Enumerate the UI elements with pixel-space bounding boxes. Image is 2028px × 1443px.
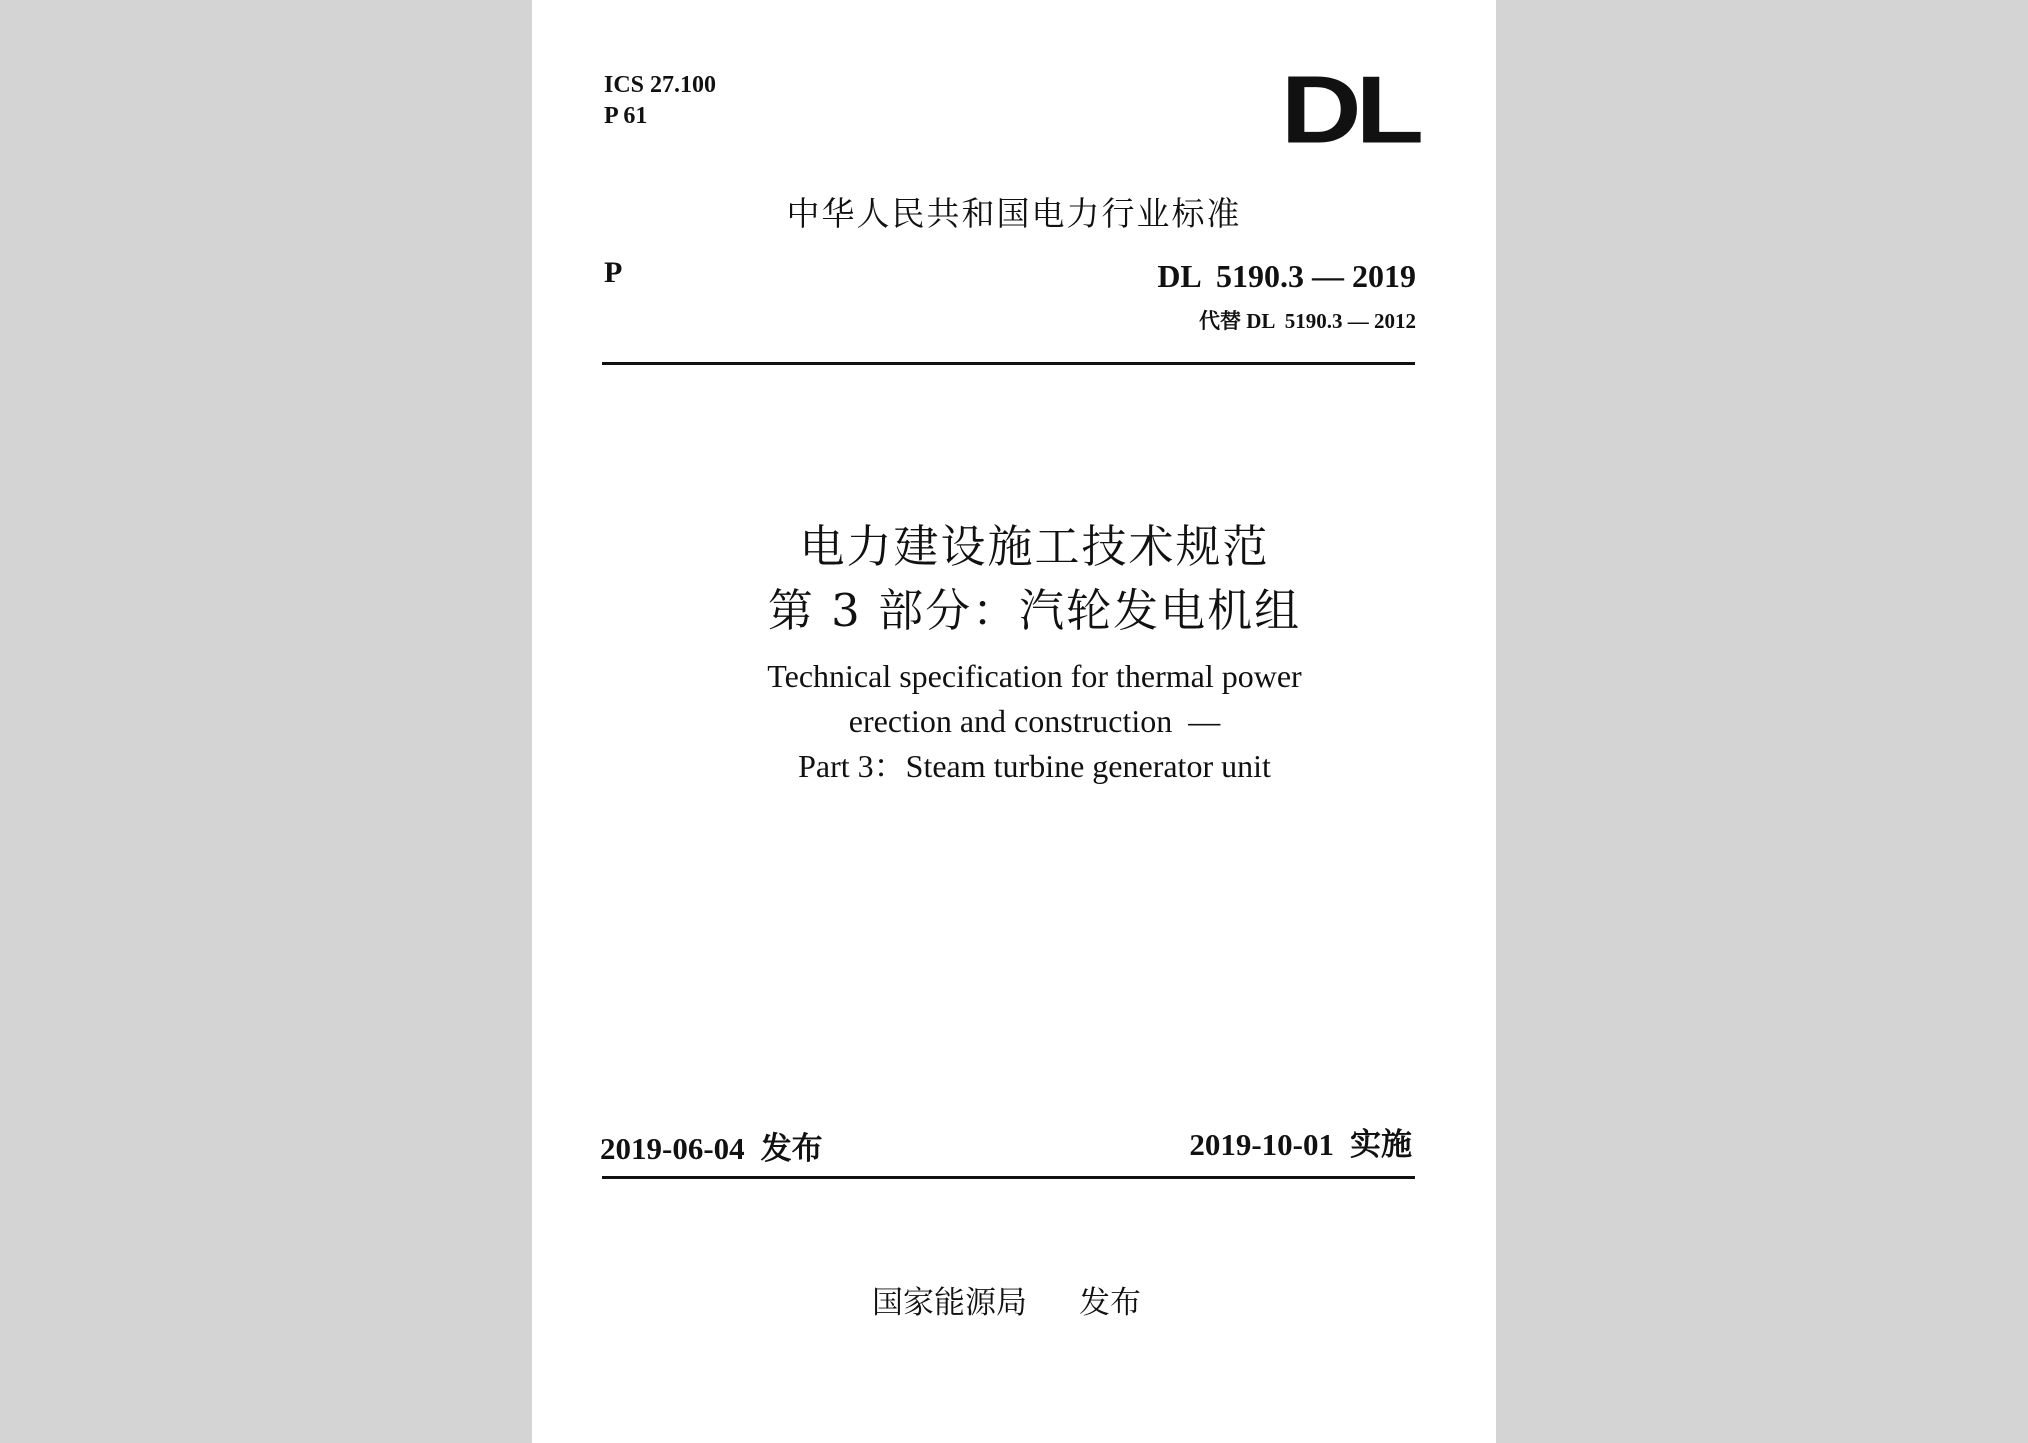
standard-code: DL 5190.3 — 2019 <box>1157 258 1416 294</box>
bottom-rule-divider <box>602 1176 1415 1179</box>
dl-logo: DL <box>1280 56 1418 163</box>
issuer-action: 发布 <box>1079 1285 1141 1321</box>
ccs-code: P 61 <box>604 103 648 129</box>
effective-label: 实施 <box>1350 1127 1412 1163</box>
title-cn-line-2: 第 3 部分：汽轮发电机组 <box>767 584 1302 637</box>
top-rule-divider <box>602 362 1415 365</box>
ics-code: ICS 27.100 <box>604 72 717 98</box>
title-en-line-2: erection and construction — <box>848 703 1221 739</box>
category-letter: P <box>604 256 623 289</box>
issuer-line <box>872 1277 1141 1322</box>
effective-date: 2019-10-01 <box>1189 1127 1334 1162</box>
title-en-line-1: Technical specification for thermal power <box>767 658 1302 694</box>
issuer-name: 国家能源局 <box>872 1285 1027 1321</box>
publish-date-block <box>600 1123 823 1168</box>
publish-label: 发布 <box>760 1131 823 1167</box>
publish-date: 2019-06-04 <box>600 1131 745 1166</box>
title-en-line-3: Part 3：Steam turbine generator unit <box>798 748 1271 784</box>
replaces-code: 代替 DL 5190.3 — 2012 <box>1198 309 1416 333</box>
document-page <box>532 0 1496 1443</box>
title-cn-line-1: 电力建设施工技术规范 <box>799 520 1270 573</box>
standard-title: 中华人民共和国电力行业标准 <box>786 194 1242 233</box>
classification-codes <box>604 70 716 132</box>
effective-date-block <box>1189 1119 1412 1164</box>
